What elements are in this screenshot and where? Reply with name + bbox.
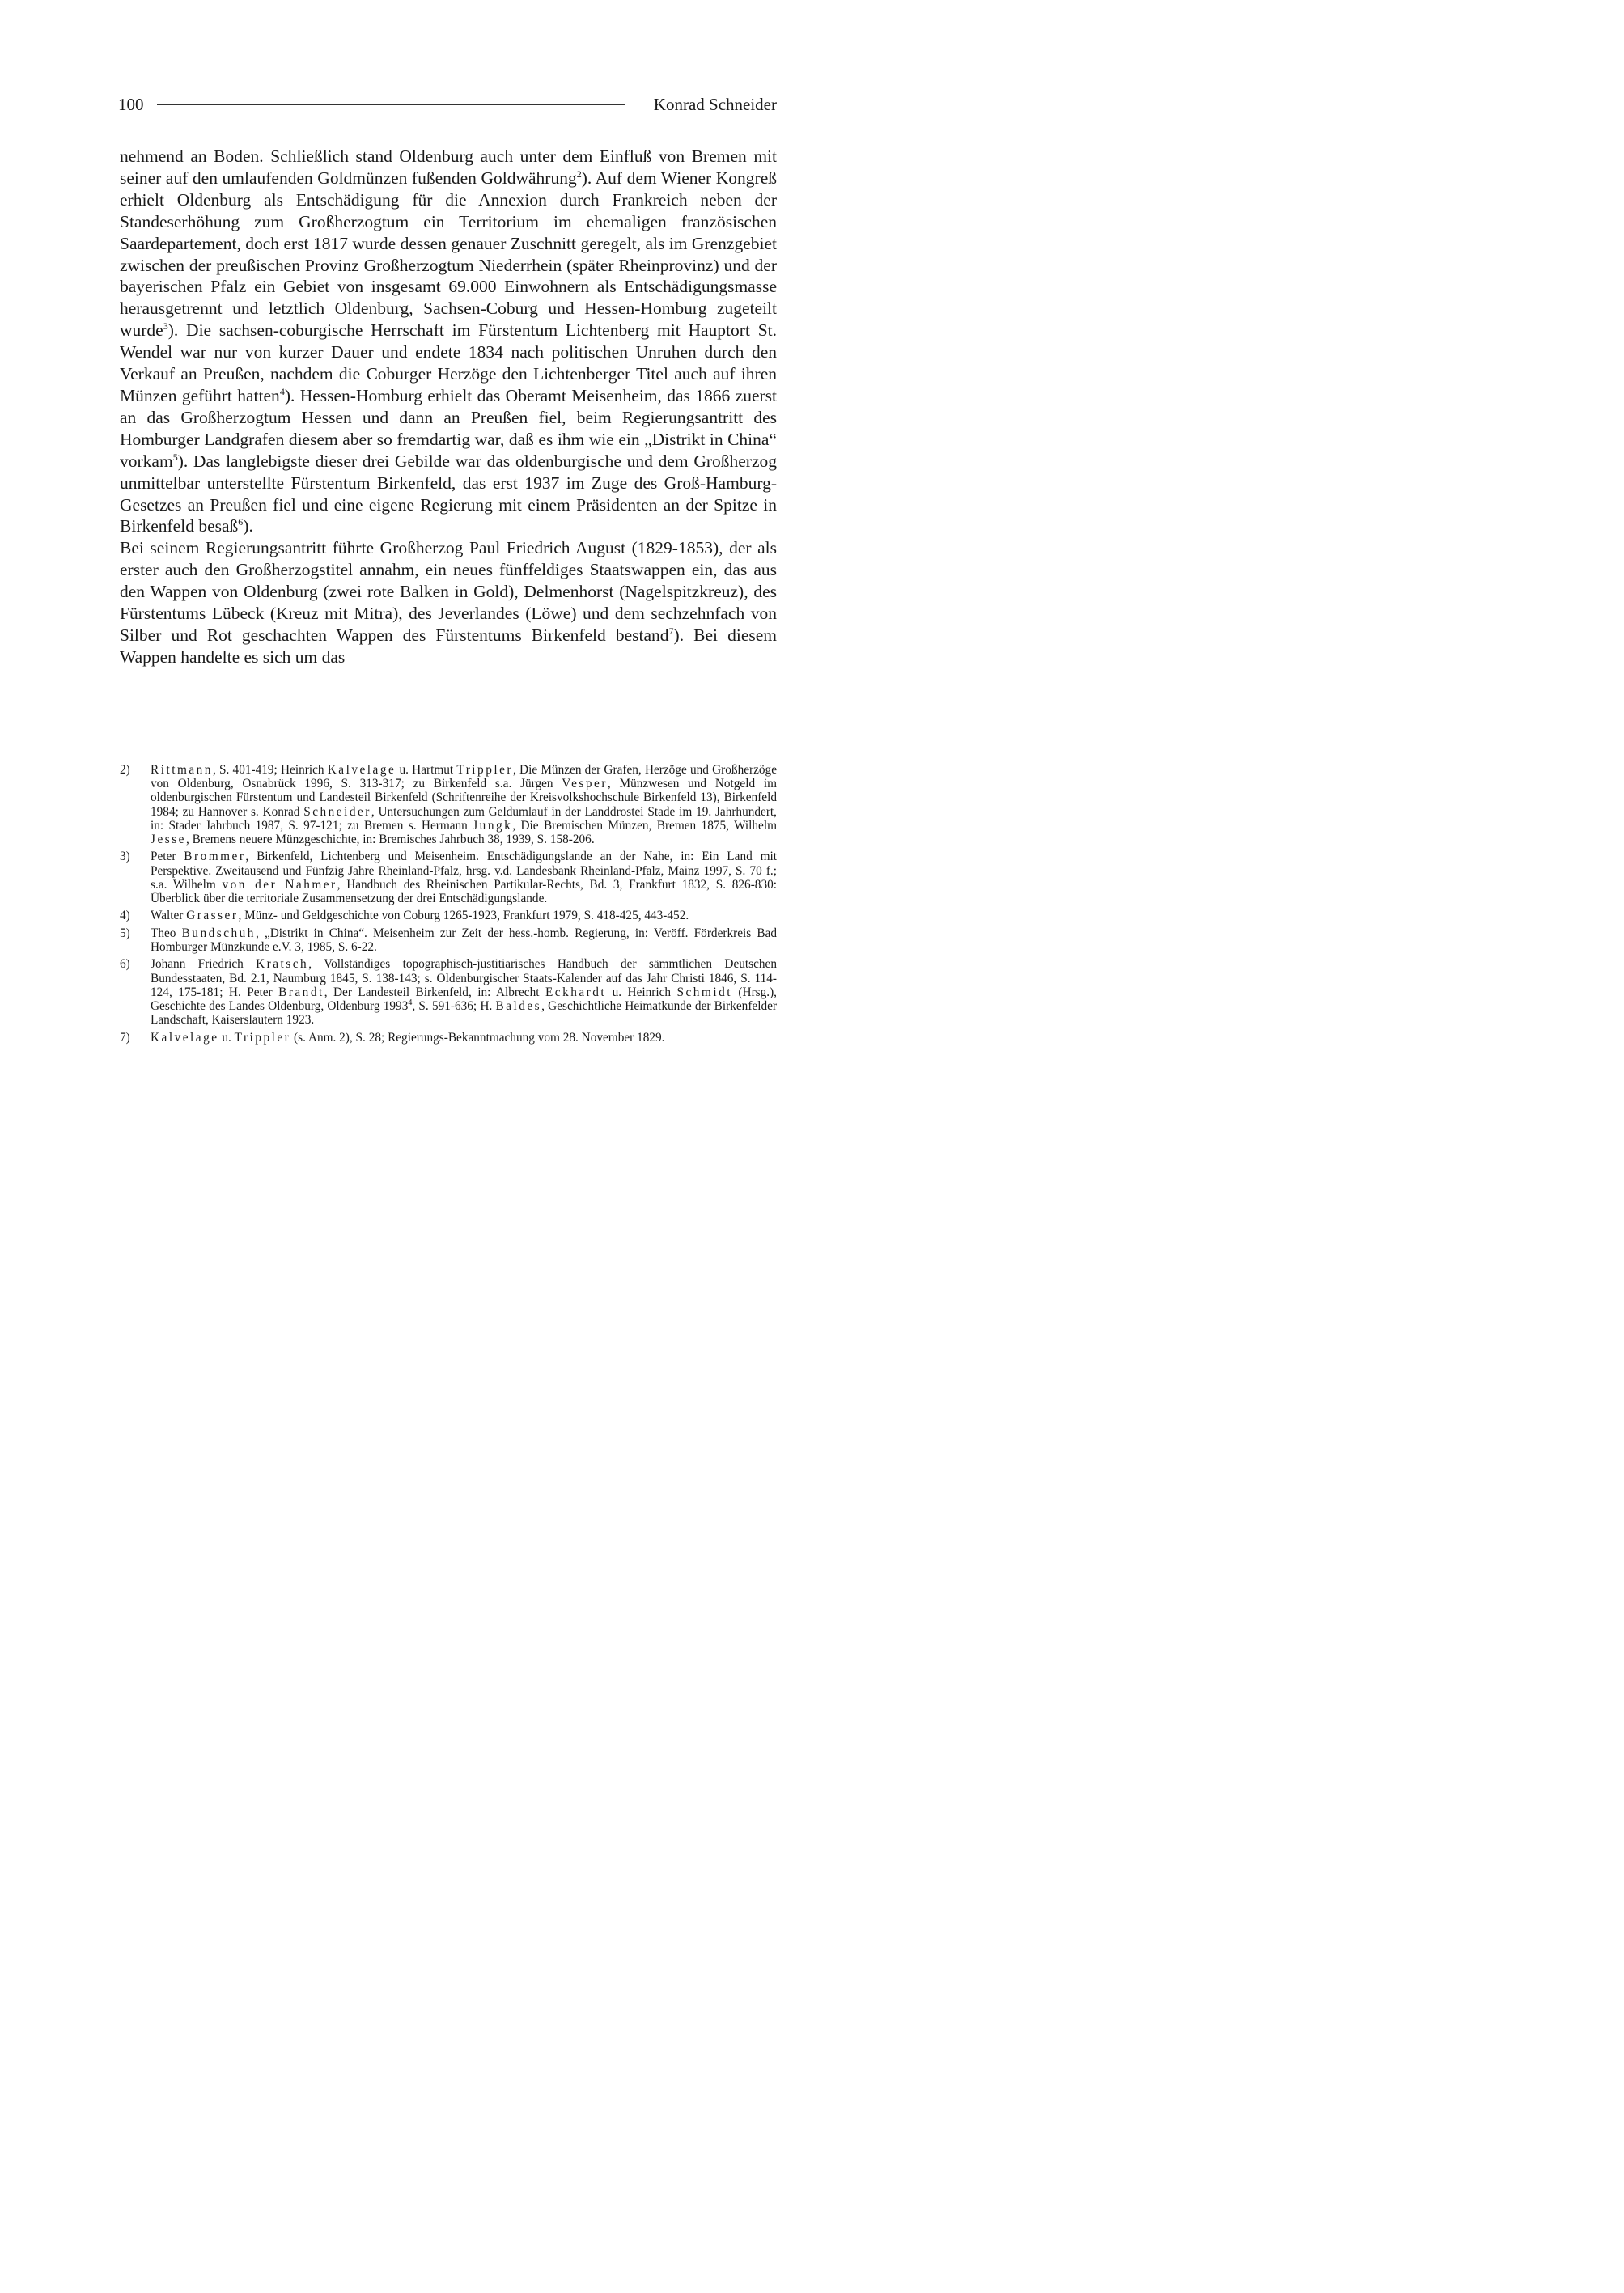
author-name: Schneider [303,804,371,819]
running-header [118,92,777,117]
footnote-number: 6) [120,957,130,972]
author-name: Kalvelage [327,763,396,777]
author-name: Baldes [495,999,542,1013]
text-run: , „Distrikt in China“. Meisenheim zur Zeit der hess.-homb. Regierung, in: Veröff. Förderkreis Bad Homburger Münzkunde e.V. 3, 1985, S. 6-22. [151,926,777,954]
text-run: , Birkenfeld, Lichtenberg und Meisenheim. Entschädigungslande an der Nahe, in: Ein Land mit Perspektive. Zweitausend und Fünfzig Jahre Rheinland-Pfalz, hrsg. v.d. Landesbank Rheinland-Pfalz, Mainz 1997, S. 70 f.; s.a. Wilhelm [151,850,777,892]
author-name: Schmidt [676,985,732,999]
footnote-7 [120,1031,777,1045]
author-name: Brommer [184,850,246,864]
text-run: , S. 401-419; Heinrich [212,763,328,777]
footnote-text [151,957,777,1027]
author-name: Brandt [278,985,324,999]
footnote-4 [120,909,777,922]
text-run: , Geschichtliche Heimatkunde der Birkenfelder Landschaft, Kaiserslautern 1923. [151,999,777,1028]
text-run: Johann Friedrich [151,957,257,972]
text-run: Walter [151,909,187,923]
author-name: Rittmann [151,763,213,777]
text-run: , Handbuch des Rheinischen Partikular-Rechts, Bd. 3, Frankfurt 1832, S. 826-830: Überblick über die territoriale Zusammensetzung der drei Entschädigungslande. [151,877,777,906]
text-run: , Münz- und Geldgeschichte von Coburg 1265-1923, Frankfurt 1979, S. 418-425, 443-452. [238,909,689,923]
author-name: Kalvelage [151,1030,219,1045]
text-run: , Der Landesteil Birkenfeld, in: Albrecht [324,985,545,999]
footnote-3 [120,850,777,905]
author-name: Trippler [234,1030,291,1045]
footnote-text [151,926,777,954]
footnote-ref-6: 6 [238,516,244,528]
footnote-6 [120,957,777,1027]
paragraph-2 [120,537,777,668]
footnote-2 [120,763,777,846]
author-name: Jesse [151,833,186,847]
footnotes [120,763,777,1048]
text-run: Theo [151,926,182,940]
footnote-ref-3: 3 [163,320,168,333]
footnote-text [151,1031,777,1045]
text-run: ). [243,516,253,536]
author-name: Bundschuh [181,926,256,940]
main-text [120,146,777,668]
author-name: Jungk [473,818,513,833]
text-run: , Vollständiges topographisch-justitiarisches Handbuch der sämmtlichen Deutschen Bundesstaaten, Bd. 2.1, Naumburg 1845, S. 138-143; s. Oldenburgischer Staats-Kalender auf das Jahr Christi 1846, S. 114-124, 175-181; H. Peter [151,957,777,999]
footnote-number: 5) [120,926,130,940]
footnote-ref-7: 7 [668,625,674,637]
text-run: u. Hartmut [396,763,457,777]
text-run: Bei seinem Regierungsantritt führte Großherzog Paul Friedrich August (1829-1853), der als erster auch den Großherzogstitel annahm, ein neues fünffeldiges Staatswappen ein, das aus den Wappen von Oldenburg (zwei rote Balken in Gold), Delmenhorst (Nagelspitzkreuz), des Fürstentums Lübeck (Kreuz mit Mitra), des Jeverlandes (Löwe) und dem sechzehnfach von Silber und Rot geschachten Wappen des Fürstentums Birkenfeld bestand [120,538,777,645]
text-run: u. Heinrich [606,985,677,999]
footnote-text [151,850,777,905]
page-number: 100 [118,95,144,114]
footnote-ref-4: 4 [279,385,285,397]
text-run: , Bremens neuere Münzgeschichte, in: Bremisches Jahrbuch 38, 1939, S. 158-206. [185,833,595,847]
author-name: Vesper [562,777,608,791]
text-run: ). Bei diesem Wappen handelte es sich um das [120,625,777,667]
text-run: ). Auf dem Wiener Kongreß erhielt Oldenburg als Entschädigung für die Annexion durch Frankreich neben der Standeserhöhung zum Großherzogtum ein Territorium im ehemaligen französischen Saardepartement, doch erst 1817 wurde dessen genauer Zuschnitt geregelt, als im Grenzgebiet zwischen der preußischen Provinz Großherzogtum Niederrhein (später Rheinprovinz) und der bayerischen Pfalz ein Gebiet von insgesamt 69.000 Einwohnern als Entschädigungsmasse herausgetrennt und letztlich Oldenburg, Sachsen-Coburg und Hessen-Homburg zugeteilt wurde [120,167,777,341]
text-run: ). Das langlebigste dieser drei Gebilde war das oldenburgische und dem Großherzog unmittelbar unterstellte Fürstentum Birkenfeld, das erst 1937 im Zuge des Groß-Hamburg-Gesetzes an Preußen fiel und eine eigene Regierung mit einem Präsidenten an der Spitze in Birkenfeld besaß [120,451,777,536]
footnote-number: 7) [120,1030,130,1045]
footnote-number: 2) [120,763,130,777]
author-name: Trippler [456,763,513,777]
text-run: (s. Anm. 2), S. 28; Regierungs-Bekanntmachung vom 28. November 1829. [290,1030,665,1045]
book-page [0,0,894,1262]
header-rule [157,104,625,105]
text-run: ). Hessen-Homburg erhielt das Oberamt Meisenheim, das 1866 zuerst an das Großherzogtum Hessen und dann an Preußen fiel, beim Regierungsantritt des Homburger Landgrafen diesem aber so fremdartig war, daß es ihm wie ein „Distrikt in China“ vorkam [120,385,777,471]
text-run: , Untersuchungen zum Geldumlauf in der Landdrostei Stade im 19. Jahrhundert, in: Stader Jahrbuch 1987, S. 97-121; zu Bremen s. Hermann [151,804,777,833]
text-run: , Die Münzen der Grafen, Herzöge und Großherzöge von Oldenburg, Osnabrück 1996, S. 313-317; zu Birkenfeld s.a. Jürgen [151,763,777,791]
text-run: (Hrsg.), Geschichte des Landes Oldenburg, Oldenburg 1993 [151,985,778,1013]
footnote-number: 3) [120,850,130,864]
text-run: Peter [151,850,184,864]
footnote-5 [120,926,777,954]
text-run: , Die Bremischen Münzen, Bremen 1875, Wilhelm [512,818,777,833]
footnote-ref-2: 2 [576,167,582,180]
text-run: ). Die sachsen-coburgische Herrschaft im Fürstentum Lichtenberg mit Hauptort St. Wendel war nur von kurzer Dauer und endete 1834 nach politischen Unruhen durch den Verkauf an Preußen, nachdem die Coburger Herzöge den Lichtenberger Titel auch auf ihren Münzen geführt hatten [120,320,777,405]
footnote-text [151,763,777,846]
footnote-text [151,909,777,922]
paragraph-1 [120,146,777,537]
author-name: Kratsch [256,957,309,972]
running-head-author: Konrad Schneider [653,95,777,114]
text-run: , S. 591-636; H. [412,999,496,1013]
edition-superscript: 4 [408,998,413,1007]
author-name: Grasser [186,909,239,923]
author-name: von der Nahmer [222,877,337,892]
text-run: nehmend an Boden. Schließlich stand Oldenburg auch unter dem Einfluß von Bremen mit seiner auf den umlaufenden Goldmünzen fußenden Goldwährung [120,146,777,188]
text-run: u. [218,1030,235,1045]
footnote-ref-5: 5 [172,451,178,463]
author-name: Eckhardt [545,985,607,999]
text-run: , Münzwesen und Notgeld im oldenburgischen Fürstentum und Landesteil Birkenfeld (Schriftenreihe der Kreisvolkshochschule Birkenfeld 13), Birkenfeld 1984; zu Hannover s. Konrad [151,777,777,819]
footnote-number: 4) [120,909,130,923]
